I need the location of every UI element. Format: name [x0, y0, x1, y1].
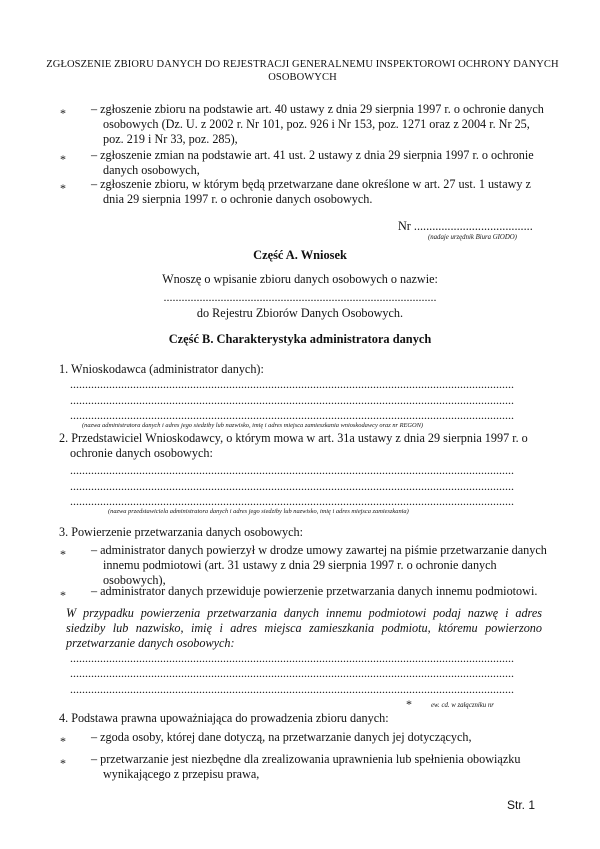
option-legal-obligation: – przetwarzanie jest niezbędne dla zrealizowania uprawnienia lub spełnienia obowiązku wynikającego z przepisu prawa, [91, 752, 521, 781]
dataset-name-field[interactable]: ........................................................................................... [163, 290, 437, 304]
page-number: Str. 1 [507, 798, 536, 812]
section-2-label: 2. Przedstawiciel Wnioskodawcy, o którym mowa w art. 31a ustawy z dnia 29 sierpnia 1997 r. o ochronie danych osobowych: [59, 431, 528, 460]
processor-field[interactable]: .................................................................................................................................................... [70, 683, 514, 696]
option-marker[interactable]: * [60, 756, 66, 770]
option-marker[interactable]: * [60, 734, 66, 748]
part-a-heading: Część A. Wniosek [253, 248, 347, 262]
option-marker[interactable]: * [60, 106, 66, 120]
section-4-label: 4. Podstawa prawna upoważniająca do prowadzenia zbioru danych: [59, 711, 389, 725]
registration-number-note: (nadaje urzędnik Biura GIODO) [428, 234, 517, 241]
option-marker[interactable]: * [60, 152, 66, 166]
option-marker[interactable]: * [60, 181, 66, 195]
option-consent: – zgoda osoby, której dane dotyczą, na przetwarzanie danych jej dotyczących, [91, 730, 472, 744]
processor-field[interactable]: .................................................................................................................................................... [70, 667, 514, 680]
registration-number-field[interactable]: Nr ....................................... [398, 219, 533, 233]
option-planned-entrustment: – administrator danych przewiduje powierzenie przetwarzania danych innemu podmiotowi. [91, 584, 538, 598]
applicant-field[interactable]: .................................................................................................................................................... [70, 394, 514, 407]
representative-field[interactable]: .................................................................................................................................................... [70, 480, 514, 493]
document-title: ZGŁOSZENIE ZBIORU DANYCH DO REJESTRACJI GENERALNEMU INSPEKTOROWI OCHRONY DANYCH OSOBOWYCH [46, 59, 559, 83]
option-registration: – zgłoszenie zbioru na podstawie art. 40 ustawy z dnia 29 sierpnia 1997 r. o ochronie danych osobowych (Dz. U. z 2002 r. Nr 101, poz. 926 i Nr 153, poz. 1271 oraz z 2004 r. Nr 25, poz. 219 i Nr 33, poz. 285), [91, 102, 544, 146]
option-marker[interactable]: * [60, 588, 66, 602]
option-sensitive-data: – zgłoszenie zbioru, w którym będą przetwarzane dane określone w art. 27 ust. 1 ustawy z dnia 29 sierpnia 1997 r. o ochronie danych osobowych. [91, 177, 531, 206]
continuation-note: ew. cd. w załączniku nr [431, 702, 494, 709]
part-a-request: Wnoszę o wpisanie zbioru danych osobowych o nazwie: [162, 272, 438, 286]
representative-field[interactable]: .................................................................................................................................................... [70, 464, 514, 477]
section-3-label: 3. Powierzenie przetwarzania danych osobowych: [59, 525, 303, 539]
option-changes: – zgłoszenie zmian na podstawie art. 41 ust. 2 ustawy z dnia 29 sierpnia 1997 r. o ochronie danych osobowych, [91, 148, 534, 177]
applicant-field[interactable]: .................................................................................................................................................... [70, 378, 514, 391]
part-a-registry: do Rejestru Zbiorów Danych Osobowych. [196, 306, 404, 320]
part-b-heading: Część B. Charakterystyka administratora danych [168, 332, 432, 346]
section-3-instruction: W przypadku powierzenia przetwarzania danych innemu podmiotowi podaj nazwę i adres siedziby lub nazwisko, imię i adres miejsca zamieszkania podmiotu, któremu powierzono przetwarzanie danych osobowych: [66, 606, 542, 650]
section-1-label: 1. Wnioskodawca (administrator danych): [59, 362, 264, 376]
section-2-note: (nazwa przedstawiciela administratora danych i adres jego siedziby lub nazwisko, imię i adres miejsca zamieszkania) [108, 508, 409, 515]
applicant-field[interactable]: .................................................................................................................................................... [70, 409, 514, 422]
option-entrusted: – administrator danych powierzył w drodze umowy zawartej na piśmie przetwarzanie danych innemu podmiotowi (art. 31 ustawy z dnia 29 sierpnia 1997 r. o ochronie danych osobowych), [91, 543, 547, 587]
option-marker: * [406, 697, 412, 711]
representative-field[interactable]: .................................................................................................................................................... [70, 495, 514, 508]
option-marker[interactable]: * [60, 547, 66, 561]
section-1-note: (nazwa administratora danych i adres jego siedziby lub nazwisko, imię i adres miejsca zamieszkania wnioskodawcy oraz nr REGON) [82, 422, 424, 429]
processor-field[interactable]: .................................................................................................................................................... [70, 652, 514, 665]
